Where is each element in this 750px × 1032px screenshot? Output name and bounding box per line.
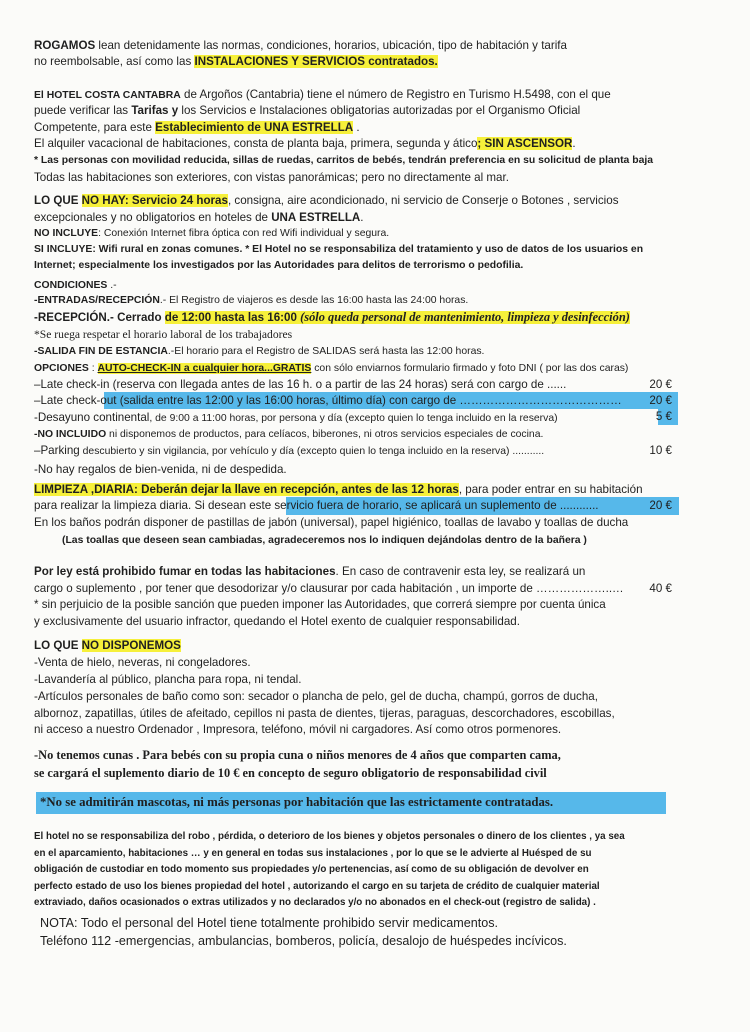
sin-ascensor-highlight: ; SIN ASCENSOR (477, 137, 573, 150)
limpieza-line-1 (34, 482, 680, 498)
fumar-line-3: * sin perjuicio de la posible sanción que pueden imponer las Autoridades, que correrá siempre por cuenta única (34, 598, 606, 611)
limpieza-suplemento: servicio fuera de horario, se aplicará un suplemento de ............ (274, 499, 599, 512)
condiciones-heading (34, 278, 680, 294)
robo-line-5: extraviado, daños ocasionados o extras utilizados y no declarados y/o no abonados en el check-out (registro de salida) . (34, 897, 596, 908)
hotel-tarifas: Tarifas y (131, 104, 179, 117)
nohay-line-3 (34, 226, 680, 242)
mascotas-line: *No se admitirán mascotas, ni más personas por habitación que las estrictamente contratadas. (40, 795, 554, 809)
no-incluido-label: -NO INCLUIDO (34, 429, 107, 440)
auto-checkin-highlight: AUTO-CHECK-IN a cualquier hora...GRATIS (97, 363, 312, 374)
late-checkout-price: 20 € (649, 394, 672, 407)
intro-line-1 (34, 38, 680, 54)
entradas-text: .- El Registro de viajeros es desde las 16:00 hasta las 24:00 horas. (159, 295, 469, 306)
opciones-text: con sólo enviarnos formulario firmado y foto DNI ( por las dos caras) (311, 363, 629, 374)
salida-text: .-El horario para el Registro de SALIDAS será hasta las 12:00 horas. (167, 346, 485, 357)
nohay-text-2c: . (360, 211, 364, 224)
limpieza-line-3: En los baños podrán disponer de pastillas de jabón (universal), papel higiénico, toallas de lavabo y toallas de ducha (34, 516, 629, 529)
nodisp-highlight: NO DISPONEMOS (81, 639, 181, 652)
robo-line-4: perfecto estado de uso los bienes propiedad del hotel , autorizando el cargo en su tarjeta de crédito de cualquier material (34, 881, 600, 892)
fumar-line-2: cargo o suplemento , por tener que desodorizar y/o clausurar por cada habitación , un importe de ………………..… (34, 582, 624, 595)
recepcion-cerrado: .- Cerrado (106, 311, 165, 324)
hotel-text-3c: . (353, 121, 360, 134)
hotel-line-5: * Las personas con movilidad reducida, sillas de ruedas, carritos de bebés, tendrán preferencia en su solicitud de planta baja (34, 155, 654, 166)
no-incluye-label: NO INCLUYE (34, 228, 99, 239)
nodisp-line-5: ni acceso a nuestro Ordenador , Impresora, teléfono, móvil ni cargadores. Así como otros pormenores. (34, 723, 562, 736)
opciones-colon: : (88, 363, 98, 374)
intro-text-1: lean detenidamente las normas, condiciones, horarios, ubicación, tipo de habitación y tarifa (95, 39, 567, 52)
nodisp-line-2: -Lavandería al público, plancha para ropa, ni tendal. (34, 673, 302, 686)
parking-text: descubierto y sin vigilancia, por vehículo y día (excepto quien lo tenga incluido en la reserva) ........... (79, 446, 545, 457)
opciones-label: OPCIONES (34, 363, 89, 374)
desayuno-price: 5 € (655, 410, 672, 423)
fumar-text-1: . En caso de contravenir esta ley, se realizará un (335, 565, 586, 578)
salida-line (34, 344, 680, 360)
condiciones-title: CONDICIONES (34, 280, 108, 291)
si-incluye-label: SI INCLUYE (34, 244, 93, 255)
no-incluido-text: ni disponemos de productos, para celíacos, biberones, ni otros servicios especiales de cocina. (106, 429, 544, 440)
limpieza-line-2 (34, 498, 640, 514)
nodisp-label: LO QUE (34, 639, 82, 652)
nohay-label: LO QUE (34, 194, 82, 207)
cunas-line-1: -No tenemos cunas . Para bebés con su propia cuna o niños menores de 4 años que comparten cama, (34, 748, 561, 762)
fumar-prohibido: Por ley está prohibido fumar en todas las habitaciones (34, 565, 336, 578)
late-checkin-line: –Late check-in (reserva con llegada antes de las 16 h. o a partir de las 24 horas) será con cargo de ...... (34, 378, 567, 391)
limpieza-text-2: para realizar la limpieza diaria. Si desean este (34, 499, 275, 512)
late-checkout-text: (salida entre las 12:00 y las 16:00 horas, último día) con cargo de …………………………………… (119, 394, 622, 407)
late-checkout-line (34, 393, 640, 409)
regalos-line: -No hay regalos de bien-venida, ni de despedida. (34, 463, 287, 476)
parking-line (34, 443, 640, 460)
recepcion-line (34, 309, 680, 326)
late-checkout-label: –Late check-out (34, 394, 120, 407)
hotel-text-3a: Competente, para este (34, 121, 156, 134)
robo-line-3: obligación de custodiar en todo momento sus propiedades y/o pertenencias, así como de su obligación de devolver en (34, 864, 589, 875)
nodisp-line-1: -Venta de hielo, neveras, ni congeladores. (34, 656, 251, 669)
nodisp-line-3: -Artículos personales de baño como son: secador o plancha de pelo, gel de ducha, champú, gorros de ducha, (34, 690, 598, 703)
robo-line-1: El hotel no se responsabiliza del robo , pérdida, o deterioro de los bienes y objetos personales o dinero de los clientes , ya sea (34, 831, 625, 842)
parking-label: –Parking (34, 444, 80, 457)
late-checkin-price: 20 € (649, 378, 672, 391)
nohay-highlight: NO HAY: Servicio 24 horas (81, 194, 228, 207)
robo-line-2: en el aparcamiento, habitaciones … y en general en todas sus instalaciones , por lo que se le advierte al Huésped de su (34, 848, 592, 859)
recepcion-horario: de 12:00 hasta las 16:00 (164, 311, 301, 324)
parking-price: 10 € (649, 444, 672, 457)
hotel-text-2a: puede verificar las (34, 104, 132, 117)
hotel-line-6: Todas las habitaciones son exteriores, con vistas panorámicas; pero no directamente al mar. (34, 171, 509, 184)
salida-label: -SALIDA FIN DE ESTANCIA (34, 346, 168, 357)
desayuno-line (34, 410, 640, 427)
no-incluye-text: : Conexión Internet fibra óptica con red Wifi individual y segura. (98, 228, 390, 239)
fumar-line-1 (34, 564, 680, 580)
entradas-line (34, 293, 680, 309)
nohay-line-5: Internet; especialmente los investigados por las Autoridades para delitos de terrorismo o pedofilia. (34, 260, 524, 271)
fumar-line-4: y exclusivamente del usuario infractor, quedando el Hotel exento de cualquier responsabilidad. (34, 615, 520, 628)
limpieza-highlight: LIMPIEZA ,DIARIA: Deberán dejar la llave en recepción, antes de las 12 horas (34, 483, 459, 496)
condiciones-tail: .- (107, 280, 117, 291)
intro-rogamos: ROGAMOS (34, 39, 96, 52)
nohay-una-estrella: UNA ESTRELLA (271, 211, 361, 224)
limpieza-price: 20 € (649, 499, 672, 512)
hotel-text-1: de Argoños (Cantabria) tiene el número de Registro en Turismo H.5498, con el que (180, 88, 611, 101)
recepcion-nota: (sólo queda personal de mantenimiento, limpieza y desinfección) (300, 310, 630, 324)
desayuno-label: -Desayuno continental (34, 411, 150, 424)
nohay-line-2 (34, 210, 680, 226)
nota-line-1: NOTA: Todo el personal del Hotel tiene totalmente prohibido servir medicamentos. (40, 916, 499, 930)
cunas-line-2: se cargará el suplemento diario de 10 € en concepto de seguro obligatorio de responsabilidad civil (34, 766, 547, 780)
limpieza-line-4: (Las toallas que deseen sean cambiadas, agradeceremos nos lo indiquen dejándolas dentro de la bañera ) (62, 535, 587, 546)
nota-line-2: Teléfono 112 -emergencias, ambulancias, bomberos, policía, desalojo de huéspedes incívicos. (40, 934, 567, 948)
hotel-text-2c: los Servicios e Instalaciones obligatorias autorizadas por el Organismo Oficial (178, 104, 581, 117)
hotel-name: El HOTEL COSTA CANTABRA (34, 90, 181, 101)
recepcion-label: -RECEPCIÓN (34, 311, 107, 324)
nohay-line-4 (34, 242, 680, 258)
desayuno-text: , de 9:00 a 11:00 horas, por persona y día (excepto quien lo tenga incluido en la reserva) (149, 413, 558, 424)
hotel-line-1 (34, 87, 680, 104)
no-incluido-line (34, 427, 680, 443)
nohay-text-2a: excepcionales y no obligatorios en hoteles de (34, 211, 272, 224)
respeto-line: *Se ruega respetar el horario laboral de los trabajadores (34, 328, 293, 341)
hotel-line-2 (34, 103, 680, 119)
nodisp-heading (34, 638, 680, 654)
hotel-estrella-highlight: Establecimiento de UNA ESTRELLA (155, 121, 354, 134)
intro-text-2: no reembolsable, así como las (34, 55, 195, 68)
intro-line-2 (34, 54, 680, 70)
hotel-line-4 (34, 136, 680, 152)
nohay-line-1 (34, 193, 680, 209)
hotel-text-4c: . (572, 137, 576, 150)
hotel-text-4a: El alquiler vacacional de habitaciones, consta de planta baja, primera, segunda y ático (34, 137, 478, 150)
si-incluye-text: : Wifi rural en zonas comunes. * El Hotel no se responsabiliza del tratamiento y uso de datos de los usuarios en (92, 244, 644, 255)
intro-highlight: INSTALACIONES Y SERVICIOS contratados. (194, 55, 438, 68)
fumar-price: 40 € (649, 582, 672, 595)
nohay-text-1: , consigna, aire acondicionado, ni servicio de Conserje o Botones , servicios (227, 194, 619, 207)
nodisp-line-4: albornoz, zapatillas, útiles de afeitado, cepillos ni pasta de dientes, tijeras, paraguas, descorchadores, escobillas, (34, 707, 615, 720)
opciones-line (34, 361, 680, 377)
entradas-label: -ENTRADAS/RECEPCIÓN (34, 295, 160, 306)
hotel-line-3 (34, 120, 680, 136)
limpieza-text-1: , para poder entrar en su habitación (458, 483, 643, 496)
